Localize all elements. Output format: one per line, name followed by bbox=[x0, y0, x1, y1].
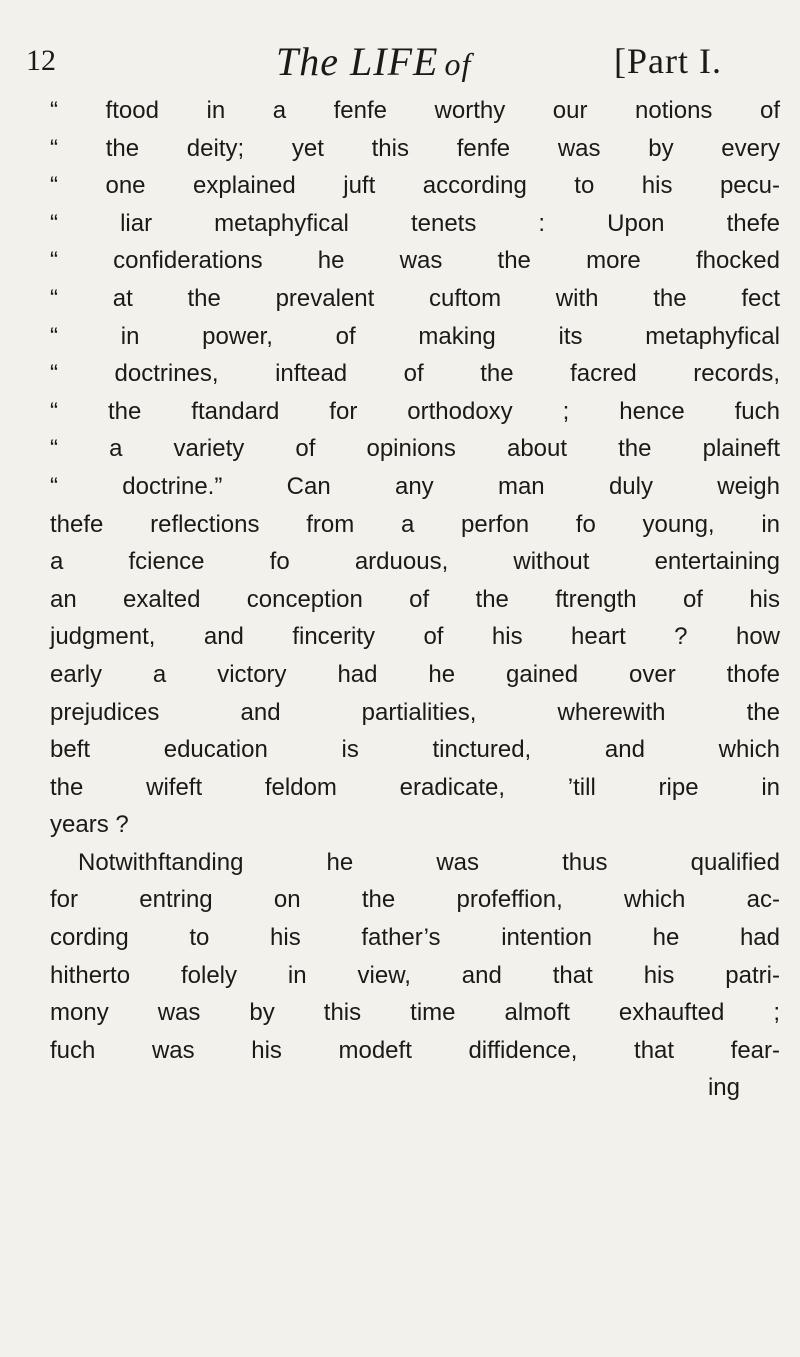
text-line: thefe reflections from a perfon fo young, in bbox=[50, 510, 780, 538]
text-line: judgment, and fincerity of his heart ? how bbox=[50, 623, 780, 651]
text-line: “ one explained juft according to his pecu- bbox=[50, 172, 780, 200]
text-line: prejudices and partialities, wherewith the bbox=[50, 698, 780, 726]
text-line: “ at the prevalent cuftom with the fect bbox=[50, 284, 780, 312]
running-header bbox=[0, 38, 800, 90]
running-title-main: The LIFE bbox=[276, 39, 439, 84]
body-text bbox=[50, 92, 780, 1107]
text-line: hitherto folely in view, and that his patri- bbox=[50, 961, 780, 989]
text-line: “ liar metaphyfical tenets : Upon thefe bbox=[50, 209, 780, 237]
running-title-of: of bbox=[444, 46, 472, 82]
text-line: fuch was his modeft diffidence, that fear- bbox=[50, 1036, 780, 1064]
text-line: the wifeft feldom eradicate, ’till ripe in bbox=[50, 773, 780, 801]
text-line: an exalted conception of the ftrength of his bbox=[50, 585, 780, 613]
text-line: “ the ftandard for orthodoxy ; hence fuch bbox=[50, 397, 780, 425]
text-line: “ doctrines, inftead of the facred records, bbox=[50, 360, 780, 388]
text-line: “ the deity; yet this fenfe was by every bbox=[50, 134, 780, 162]
text-line: years ? bbox=[50, 811, 129, 839]
part-label: [Part I. bbox=[614, 41, 722, 81]
text-line: “ confiderations he was the more fhocked bbox=[50, 247, 780, 275]
running-title bbox=[276, 38, 477, 85]
text-line: cording to his father’s intention he had bbox=[50, 924, 780, 952]
text-line: Notwithftanding he was thus qualified bbox=[78, 848, 780, 876]
page-number: 12 bbox=[26, 44, 56, 77]
catchword: ing bbox=[707, 1074, 740, 1102]
text-line: mony was by this time almoft exhaufted ; bbox=[50, 999, 780, 1027]
text-line: “ in power, of making its metaphyfical bbox=[50, 322, 780, 350]
text-line: beft education is tinctured, and which bbox=[50, 736, 780, 764]
text-line: “ ftood in a fenfe worthy our notions of bbox=[50, 97, 780, 124]
text-line: for entring on the profeffion, which ac- bbox=[50, 886, 780, 914]
text-line: a fcience fo arduous, without entertaining bbox=[50, 548, 780, 576]
text-line: “ doctrine.” Can any man duly weigh bbox=[50, 472, 780, 500]
text-line: “ a variety of opinions about the plaineft bbox=[50, 435, 780, 463]
text-line: early a victory had he gained over thofe bbox=[50, 660, 780, 688]
